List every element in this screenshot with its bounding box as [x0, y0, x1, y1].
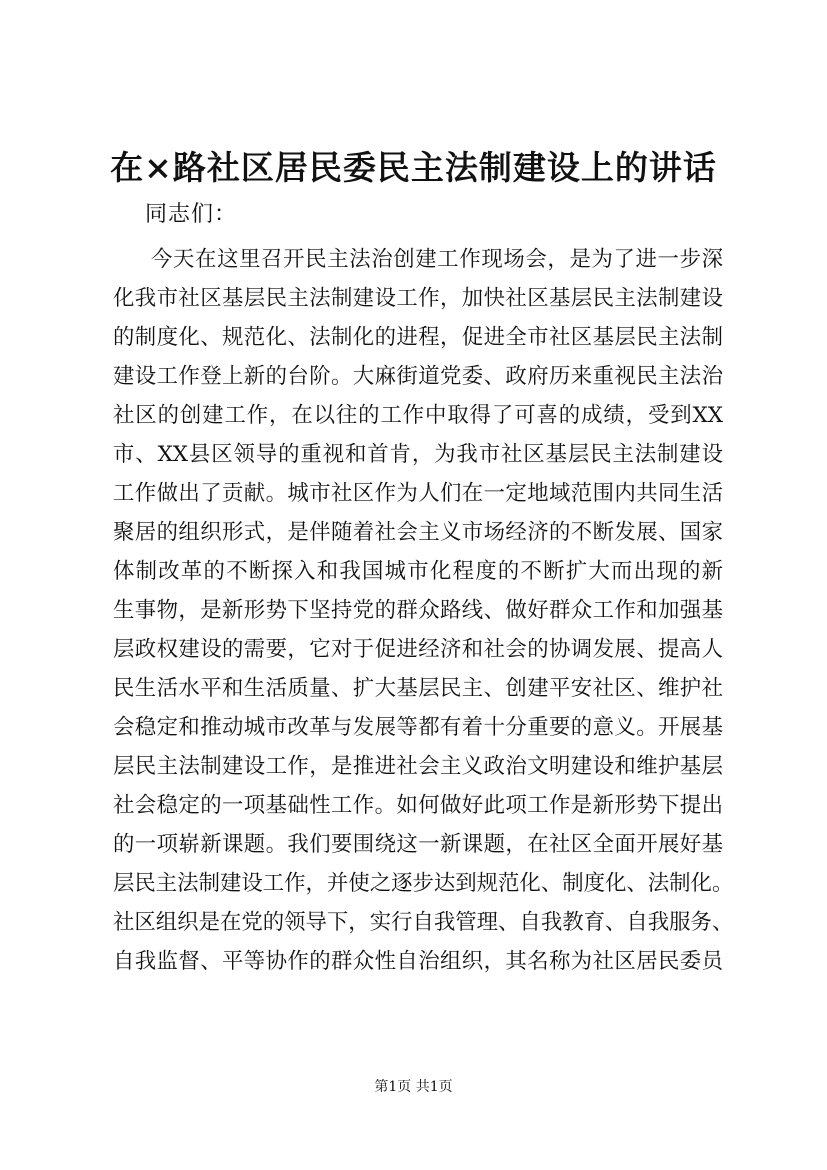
paragraph-line: 民生活水平和生活质量、扩大基层民主、创建平安社区、维护社: [113, 676, 723, 701]
paragraph-line: 市、XX县区领导的重视和首肯，为我市社区基层民主法制建设: [113, 442, 723, 467]
paragraph-line: 今天在这里召开民主法治创建工作现场会，是为了进一步深: [151, 247, 723, 272]
paragraph-line: 社区组织是在党的领导下，实行自我管理、自我教育、自我服务、: [113, 910, 734, 935]
paragraph-line: 工作做出了贡献。城市社区作为人们在一定地域范围内共同生活: [113, 481, 723, 506]
paragraph-line: 体制改革的不断探入和我国城市化程度的不断扩大而出现的新: [113, 559, 723, 584]
page-number-footer: 第1页 共1页: [374, 1079, 453, 1095]
paragraph-line: 聚居的组织形式，是伴随着社会主义市场经济的不断发展、国家: [113, 520, 723, 545]
body-paragraph: [113, 240, 734, 981]
paragraph-line: 化我市社区基层民主法制建设工作，加快社区基层民主法制建设: [113, 286, 723, 311]
paragraph-line: 的制度化、规范化、法制化的进程，促进全市社区基层民主法制: [113, 325, 723, 350]
paragraph-line: 的一项崭新课题。我们要围绕这一新课题，在社区全面开展好基: [113, 832, 723, 857]
paragraph-line: 建设工作登上新的台阶。大麻街道党委、政府历来重视民主法治: [113, 364, 723, 389]
paragraph-line: 社区的创建工作，在以往的工作中取得了可喜的成绩，受到XX: [113, 403, 723, 428]
paragraph-line: 层民主法制建设工作，并使之逐步达到规范化、制度化、法制化。: [113, 871, 734, 896]
paragraph-line: 层民主法制建设工作，是推进社会主义政治文明建设和维护基层: [113, 754, 723, 779]
paragraph-line: 自我监督、平等协作的群众性自治组织，其名称为社区居民委员: [113, 949, 723, 974]
paragraph-line: 社会稳定的一项基础性工作。如何做好此项工作是新形势下提出: [113, 793, 723, 818]
paragraph-line: 层政权建设的需要，它对于促进经济和社会的协调发展、提高人: [113, 637, 723, 662]
paragraph-line: 会稳定和推动城市改革与发展等都有着十分重要的意义。开展基: [113, 715, 723, 740]
paragraph-line: 生事物，是新形势下坚持党的群众路线、做好群众工作和加强基: [113, 598, 723, 623]
greeting: 同志们：: [145, 202, 238, 227]
document-title: 在×路社区居民委民主法制建设上的讲话: [110, 148, 717, 187]
